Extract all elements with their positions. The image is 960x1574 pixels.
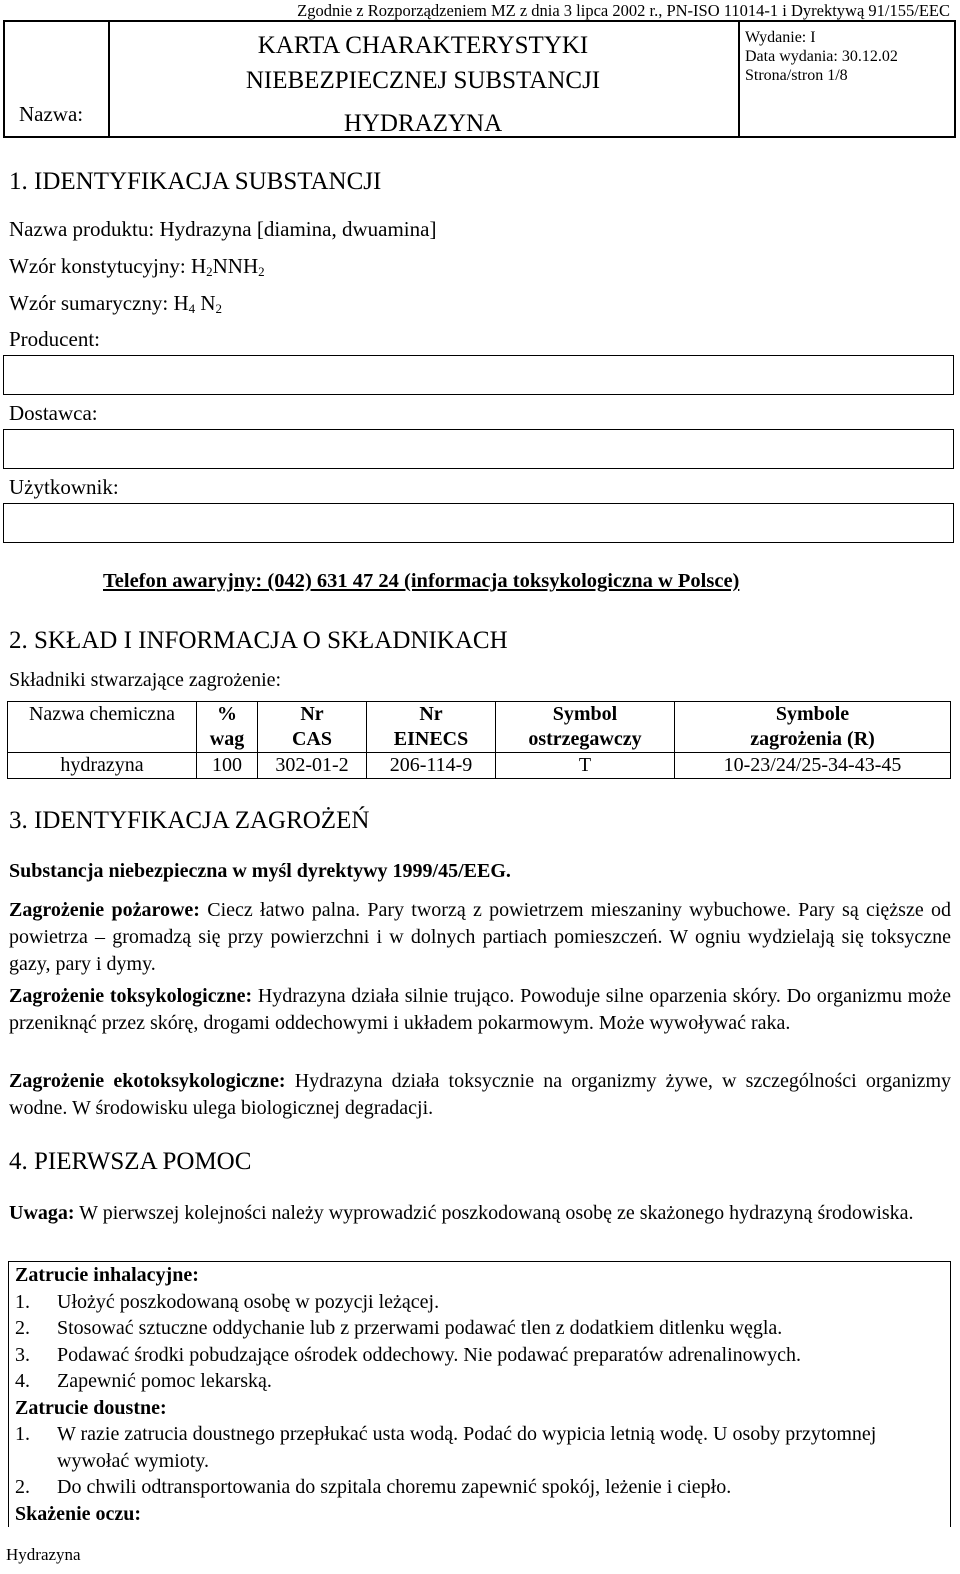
- list-item: [15, 1474, 944, 1501]
- issue-date: Data wydania: 30.12.02: [745, 48, 898, 65]
- ecotox-hazard: [9, 1068, 951, 1122]
- cell-percent: 100: [197, 753, 258, 779]
- list-item: [15, 1368, 944, 1395]
- sum-formula: Wzór sumaryczny: $H_4$ $N_2$: [9, 291, 223, 316]
- item-number: 4.: [15, 1370, 30, 1392]
- item-number: 1.: [15, 1423, 30, 1445]
- first-aid-box: [8, 1261, 951, 1527]
- section1-heading: 1. IDENTYFIKACJA SUBSTANCJI: [9, 168, 382, 195]
- substance-name: HYDRAZYNA: [343, 110, 503, 137]
- list-item: [15, 1342, 944, 1369]
- title-line2: NIEBEZPIECZNEJ SUBSTANCJI: [245, 67, 601, 94]
- title-cell: [108, 22, 740, 136]
- footer-text: Hydrazyna: [6, 1545, 81, 1564]
- note-text: W pierwszej kolejności należy wyprowadzić poszkodowaną osobę ze skażonego hydrazyną środowiska.: [74, 1202, 914, 1224]
- item-text: Podawać środki pobudzające ośrodek oddechowy. Nie podawać preparatów adrenalinowych.: [57, 1343, 801, 1366]
- list-item: [15, 1289, 944, 1316]
- cell-einecs: 206-114-9: [367, 753, 496, 779]
- section3-heading: 3. IDENTYFIKACJA ZAGROŻEŃ: [9, 807, 370, 834]
- col-einecs: Nr EINECS: [367, 702, 496, 753]
- col-cas: Nr CAS: [258, 702, 367, 753]
- user-label: Użytkownik:: [9, 475, 119, 499]
- list-item: [15, 1315, 944, 1342]
- table-row: [8, 753, 951, 779]
- fire-hazard-label: Zagrożenie pożarowe:: [9, 899, 200, 921]
- item-number: 2.: [15, 1317, 30, 1339]
- item-text: Stosować sztuczne oddychanie lub z przerwami podawać tlen z dodatkiem ditlenku węgla.: [57, 1317, 783, 1339]
- ecotox-hazard-label: Zagrożenie ekotoksykologiczne:: [9, 1070, 286, 1092]
- edition-info: [745, 28, 898, 85]
- user-box: [3, 503, 954, 543]
- supplier-box: [3, 429, 954, 469]
- producer-label: Producent:: [9, 327, 100, 351]
- emergency-phone: Telefon awaryjny: (042) 631 47 24 (informacja toksykologiczna w Polsce): [103, 570, 740, 592]
- eye-heading: Skażenie oczu:: [15, 1502, 142, 1525]
- structural-formula-label: Wzór konstytucyjny:: [9, 254, 191, 278]
- col-chemical-name: Nazwa chemiczna: [8, 702, 197, 753]
- first-aid-note: [9, 1200, 951, 1227]
- col-percent: % wag: [197, 702, 258, 753]
- directive-text: Substancja niebezpieczna w myśl dyrektywy 1999/45/EEG.: [9, 860, 511, 882]
- cell-r-phrases: 10-23/24/25-34-43-45: [675, 753, 951, 779]
- oral-heading: Zatrucie doustne:: [15, 1396, 167, 1419]
- name-label: Nazwa:: [19, 101, 84, 126]
- sum-formula-label: Wzór sumaryczny:: [9, 291, 174, 315]
- list-item: [15, 1421, 944, 1474]
- page-number: Strona/stron 1/8: [745, 67, 848, 84]
- title-line1: KARTA CHARAKTERYSTYKI: [257, 32, 589, 59]
- section4-heading: 4. PIERWSZA POMOC: [9, 1148, 252, 1175]
- ecotox-hazard-text: Hydrazyna działa toksycznie na organizmy żywe, w szczególności organizmy wodne. W środowisku ulega biologicznej degradacji.: [9, 1070, 952, 1119]
- components-subheading: Składniki stwarzające zagrożenie:: [9, 669, 282, 691]
- col-hazard-symbols: Symbole zagrożenia (R): [675, 702, 951, 753]
- fire-hazard: [9, 897, 951, 978]
- section2-heading: 2. SKŁAD I INFORMACJA O SKŁADNIKACH: [9, 627, 508, 654]
- col-warning-symbol: Symbol ostrzegawczy: [496, 702, 675, 753]
- tox-hazard-text: Hydrazyna działa silnie trująco. Powoduje silne oparzenia skóry. Do organizmu może przeniknąć przez skórę, drogami oddechowymi i układem pokarmowym. Może wywoływać raka.: [9, 985, 951, 1034]
- item-text: Do chwili odtransportowania do szpitala choremu zapewnić spokój, leżenie i ciepło.: [57, 1476, 732, 1498]
- header-box: [3, 20, 956, 138]
- cell-cas: 302-01-2: [258, 753, 367, 779]
- regulation-note: Zgodnie z Rozporządzeniem MZ z dnia 3 lipca 2002 r., PN-ISO 11014-1 i Dyrektywą 91/155/EEC: [297, 1, 950, 20]
- note-label: Uwaga:: [9, 1202, 75, 1224]
- cell-symbol: T: [496, 753, 675, 779]
- structural-formula: Wzór konstytucyjny: $H_2NNH_2$: [9, 254, 265, 279]
- item-text: Ułożyć poszkodowaną osobę w pozycji leżącej.: [57, 1290, 440, 1313]
- components-table: [7, 701, 951, 779]
- cell-name: hydrazyna: [8, 753, 197, 779]
- edition: Wydanie: I: [745, 29, 816, 46]
- item-number: 2.: [15, 1476, 30, 1498]
- producer-box: [3, 355, 954, 395]
- product-name: Nazwa produktu: Hydrazyna [diamina, dwuamina]: [9, 217, 437, 241]
- table-header-row: [8, 702, 951, 753]
- inhalation-heading: Zatrucie inhalacyjne:: [15, 1264, 199, 1286]
- name-cell: [5, 22, 110, 136]
- item-text: W razie zatrucia doustnego przepłukać usta wodą. Podać do wypicia letnią wodę. U osoby przytomnej wywołać wymioty.: [57, 1423, 877, 1472]
- supplier-label: Dostawca:: [9, 401, 98, 425]
- item-number: 3.: [15, 1343, 30, 1366]
- tox-hazard-label: Zagrożenie toksykologiczne:: [9, 985, 253, 1007]
- item-text: Zapewnić pomoc lekarską.: [57, 1370, 272, 1392]
- tox-hazard: [9, 983, 951, 1037]
- fire-hazard-text: Ciecz łatwo palna. Pary tworzą z powietrzem mieszaniny wybuchowe. Pary są cięższe od powietrza – gromadzą się przy powierzchni i w dolnych partiach pomieszczeń. W ogniu wydzielają się toksyczne gazy, pary i dymy.: [9, 899, 951, 975]
- item-number: 1.: [15, 1290, 30, 1313]
